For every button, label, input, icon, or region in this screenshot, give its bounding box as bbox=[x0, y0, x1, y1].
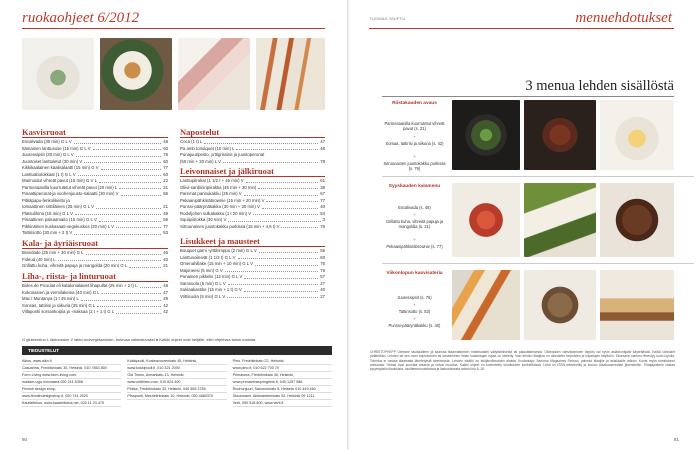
leader-dots bbox=[262, 204, 318, 209]
leader-dots bbox=[253, 211, 318, 216]
recipe-row bbox=[180, 294, 325, 301]
contact-line: Form Living www.form-living.com, bbox=[22, 372, 121, 379]
page-ref: 21 bbox=[163, 263, 168, 268]
leader-dots bbox=[76, 152, 162, 157]
leader-dots bbox=[74, 230, 161, 235]
recipe-name: Grillattu kuha, vihreitä papuja ja mangolda (20 min) G L bbox=[22, 263, 128, 268]
menu-3-item-2: Tattirisotto (s. 53) bbox=[398, 309, 431, 314]
recipe-name: Villaposki sorsankoipia ja -maksaa (2 t + 1 t) G L bbox=[22, 309, 115, 314]
leader-dots bbox=[75, 211, 161, 216]
menu-1-item-3: Sitruunainen juustokakku purkissa (s. 76) bbox=[383, 161, 446, 172]
recipe-name: Pa amb tomàquet (10 min) L bbox=[180, 145, 235, 151]
photo-fish-fillets bbox=[178, 38, 250, 110]
plus-icon: + bbox=[413, 237, 416, 242]
section-title-leivonnaiset: Leivonnaiset ja jälkiruoat bbox=[180, 166, 274, 176]
menu-1-item-2: Sorsaa, tattirisi ja siikuria (s. 42) bbox=[385, 141, 444, 146]
photo-scale-salad bbox=[22, 38, 94, 110]
contact-column bbox=[233, 358, 332, 407]
recipe-row bbox=[22, 309, 168, 316]
contact-line: Kokkipuoli, Korkeavuorenkatu 45, Helsinki, bbox=[127, 358, 226, 365]
recipe-name: Pikkinäinen kuskasaati-vegekuskus (20 min) L V bbox=[22, 223, 115, 229]
menu-3-item-1: Juuressipsit (s. 76) bbox=[397, 295, 432, 300]
leader-dots bbox=[227, 294, 318, 299]
leader-dots bbox=[116, 224, 161, 229]
contact-line: madam.uyju.innovaara 020 241 5358 bbox=[22, 379, 121, 386]
section-rule bbox=[180, 176, 325, 177]
photo-mushroom-risotto bbox=[524, 270, 596, 340]
contact-line: www.primaveraspringtime.fi, 040 1257 586 bbox=[233, 379, 332, 386]
page-ref: 40 bbox=[163, 256, 168, 262]
contact-columns bbox=[22, 358, 332, 407]
recipe-name: Platsulihina (15 min) G L V bbox=[22, 210, 73, 216]
photo-grilled-pikeperch bbox=[524, 183, 596, 257]
leader-dots bbox=[101, 165, 162, 170]
section-rule bbox=[22, 248, 168, 249]
leader-dots bbox=[119, 185, 161, 190]
magazine-section-title-right: menuehdotukset bbox=[575, 10, 672, 26]
title-rule bbox=[382, 96, 674, 97]
leader-dots bbox=[236, 146, 318, 151]
photo-green-beans bbox=[452, 100, 520, 170]
leader-dots bbox=[99, 178, 161, 183]
contact-column bbox=[127, 358, 226, 407]
contact-line: Finnish design shop, bbox=[22, 386, 121, 393]
page-ref: 57 bbox=[320, 274, 325, 279]
leader-dots bbox=[97, 303, 161, 308]
leader-dots bbox=[281, 224, 318, 229]
page-ref: 77 bbox=[320, 197, 325, 203]
section-title-liha: Liha-, riista- ja linturuoat bbox=[22, 271, 116, 281]
menu-1-item-1: Parmesaanilla kuorrutetut vihreät pavut (s. 21) bbox=[384, 121, 445, 132]
photo-brownie bbox=[600, 183, 674, 257]
contact-line: www.pino.fi, 010 622 700 70 bbox=[233, 365, 332, 372]
menu-3-item-3: Punssi-päärynäkakku (s. 40) bbox=[388, 323, 441, 328]
recipe-name: (50 min + 20 min) L V bbox=[180, 158, 222, 164]
photo-escalivada bbox=[452, 183, 520, 257]
leader-dots bbox=[225, 268, 318, 273]
recipe-name: Pinaattinen palsaamaito (15 min) G L V bbox=[22, 217, 97, 222]
page-ref: 21 bbox=[163, 204, 168, 209]
recipe-name: Bouquet garni -yrttikimppu (2 min) G L V bbox=[180, 248, 257, 253]
menu-2-item-1: Escalivada (s. 48) bbox=[398, 205, 431, 210]
recipe-name: Suklaakastike (15 min + 1 t) G V bbox=[180, 287, 242, 292]
page-ref: 76 bbox=[320, 223, 325, 229]
contact-line: Alkos, www.alko.fi bbox=[22, 358, 121, 365]
leader-dots bbox=[140, 283, 162, 288]
leader-dots bbox=[121, 191, 162, 196]
recipe-name: Marinoidut vihreät pavut (15 min) G V L bbox=[22, 178, 97, 183]
recipe-name: Mac i Muntanya (1 t 45 min) L bbox=[22, 296, 79, 301]
recipe-list-kala bbox=[22, 250, 168, 270]
imprint-text: CHRISTOPHEPP Olemme taulakalleen ja saamaa tilaamattomien materiaalien säilyttämisestä tai palauttamisesta. Oikeuksien vahvistaminen tarjoitu vai hyvin asiantuntijalle käytettävää. Kaikki oikeudet pidätetään. Lehden tai sen osan kopioiminen tai lainaaminen ilman kustantajan lupaa on kielletty. Vain lehden tilaajina on oikeutettu tarjousten ja kilpailujen käyttöön. Seuraava numero ilmestyy kuun lopulla. Toimitus ei vastaa tilaamatta lähetetyistä aineistoista. Lehden sisältö on tekijänoikeuslain alaista. Kustantaja: Sanoma Magazines Finland, palvelut tilaajille ja asiakkaille arkisin. Kuvat myös toimituksen arkistosta. Hinnat ovat suuntaa antavia ja voivat muuttua. Kaikki ohjeet on koekeitetty toimituksen koekeittiössä. Lehti on ISSN-rekisteröity ja kuuluu Aikakausmedian jäsenlehtiin. Tilaajapalvelu vastaa kysymyksiin tilauksista, osoitteenmuutoksista ja laskutuksesta arkisin klo 8–18. bbox=[370, 350, 675, 372]
page-ref: 77 bbox=[163, 165, 168, 170]
menu-title-2: Syyskauden kalamenu bbox=[388, 184, 441, 189]
page-ref: 77 bbox=[163, 223, 168, 229]
page-ref: 76 bbox=[320, 267, 325, 273]
photo-duck-dish bbox=[524, 100, 596, 170]
contact-line: Primavera, Fredrikinkatu 40, Helsinki, bbox=[233, 372, 332, 379]
page-ref: 61 bbox=[320, 178, 325, 183]
leader-dots bbox=[246, 178, 319, 183]
recipe-row bbox=[22, 230, 168, 237]
leader-dots bbox=[228, 217, 320, 222]
menu-2-item-2: Grillattu kuha, vihreitä papuja ja mangoldia (s. 21) bbox=[385, 219, 444, 230]
recipe-name: Oliivi-sardiiniripiirakka (45 min + 30 min) bbox=[180, 184, 257, 190]
page-ref: 60 bbox=[163, 145, 168, 151]
page-ref: 78 bbox=[320, 158, 325, 164]
leader-dots bbox=[258, 185, 318, 190]
recipe-name: Rodoljohen sulkakakku (1 t 20 min) V bbox=[180, 210, 252, 216]
recipe-name: Sitruunainen juustokakku purkissa (15 min + 4,5 t) V bbox=[180, 223, 280, 229]
recipe-row bbox=[22, 263, 168, 270]
photo-plates bbox=[100, 38, 172, 110]
left-page bbox=[0, 0, 347, 450]
section-title-napostelut: Napostelut bbox=[180, 127, 220, 137]
page-ref: 54 bbox=[320, 210, 325, 216]
leader-dots bbox=[86, 250, 162, 255]
recipe-name: Brandade (25 min + 30 min) G L bbox=[22, 250, 84, 255]
plus-icon: + bbox=[413, 212, 416, 217]
menu-2-item-3: Pekaanipähkinäbrownie (s. 77) bbox=[386, 244, 443, 249]
recipe-name: Punssi-päärynäkakku (30 min + 30 min) V bbox=[180, 204, 260, 209]
photo-cheesecake-jars bbox=[600, 100, 674, 170]
page-ref: 60 bbox=[163, 171, 168, 177]
recipe-name: Omenahillake (15 min + 10 min) G L V bbox=[180, 261, 254, 266]
recipe-name: Parmesaanilla kuorrutetut vihreät pavut (20 min) L bbox=[22, 184, 118, 190]
page-ref: 38 bbox=[320, 184, 325, 190]
page-ref: 56 bbox=[320, 248, 325, 253]
spread-title: 3 menua lehden sisällöstä bbox=[525, 78, 674, 94]
leader-dots bbox=[58, 257, 162, 262]
contact-line: Pihapuoti, Mechelininkatu 10, Helsinki, 050 4680370 bbox=[127, 393, 226, 400]
photo-root-chips bbox=[452, 270, 520, 340]
leader-dots bbox=[102, 290, 162, 295]
page-ref: 47 bbox=[163, 289, 168, 295]
plus-icon: + bbox=[413, 154, 416, 159]
recipe-name: Vrittisuola (5 min) G L V bbox=[180, 293, 226, 299]
contact-column bbox=[22, 358, 121, 407]
leader-dots bbox=[78, 172, 162, 177]
recipe-name: Juustoiset lanttuletut (30 min) V bbox=[22, 158, 83, 164]
page-ref: 49 bbox=[163, 210, 168, 216]
recipe-name: Majoneesi (5 min) G V bbox=[180, 267, 223, 273]
leader-dots bbox=[99, 217, 161, 222]
leader-dots bbox=[259, 248, 318, 253]
page-ref: 42 bbox=[163, 302, 168, 308]
leader-dots bbox=[204, 139, 318, 144]
leader-dots bbox=[129, 263, 161, 268]
photo-breadsticks bbox=[256, 38, 325, 110]
author-kicker: TUOMAS SNIFTU bbox=[369, 16, 406, 21]
leader-dots bbox=[84, 159, 161, 164]
recipe-name: Paremat pannukakku (25 min) V bbox=[180, 191, 242, 196]
magazine-section-title: ruokaohjeet 6/2012 bbox=[22, 10, 140, 26]
section-title-kasvisruoat: Kasvisruoat bbox=[22, 127, 66, 137]
page-ref: 76 bbox=[320, 261, 325, 266]
page-ref: 56 bbox=[163, 217, 168, 222]
contact-line: Casuarina, Fredrikinkatu 30, Helsinki, 010 7863 800 bbox=[22, 365, 121, 372]
leader-dots bbox=[266, 198, 318, 203]
leader-dots bbox=[244, 287, 318, 292]
leader-dots bbox=[244, 274, 318, 279]
recipe-name: Escalivada (30 min) G L V bbox=[22, 139, 72, 144]
page-ref: 40 bbox=[320, 287, 325, 292]
section-rule bbox=[22, 137, 168, 138]
recipe-list-liha bbox=[22, 283, 168, 316]
leader-dots bbox=[238, 255, 319, 260]
recipe-name: Boles de Picoulat eli katalonialaiset lihapullat (25 min + 2 t) L bbox=[22, 283, 138, 288]
page-ref: 57 bbox=[320, 191, 325, 196]
page-ref: 76 bbox=[163, 152, 168, 157]
recipe-name: Samsuola (5 min) G L V bbox=[180, 280, 226, 286]
page-ref: 48 bbox=[163, 139, 168, 144]
recipe-row bbox=[180, 159, 325, 166]
page-ref: 60 bbox=[320, 254, 325, 260]
photo-pear-cake bbox=[600, 270, 674, 340]
plus-icon: + bbox=[413, 302, 416, 307]
section-title-kala: Kala- ja äyriäisruoat bbox=[22, 238, 99, 248]
recipe-name: Itämainen lanttusose (15 min) G L V bbox=[22, 145, 91, 151]
leader-dots bbox=[74, 139, 161, 144]
contact-line: Ruohonjuuri, Salomonkatu 5, Helsinki 010 449 460 bbox=[233, 386, 332, 393]
contact-heading: TIEDUSTELUT bbox=[22, 346, 332, 355]
page-ref: 49 bbox=[163, 296, 168, 301]
contact-line: Kauttelinkos, www.kaadellkaus.net, 020 11 23 470 bbox=[22, 400, 121, 407]
recipe-name: Squiipiiriokka (30 min) V bbox=[180, 217, 227, 222]
recipe-list-kasvisruoat bbox=[22, 139, 168, 237]
recipe-name: Punainen pikkelis (12 min) G L V bbox=[180, 274, 243, 279]
section-rule bbox=[180, 137, 325, 138]
page-ref: 42 bbox=[163, 309, 168, 314]
recipe-name: Tattirisotto (30 min + 2 t) V bbox=[22, 230, 73, 235]
page-ref: 48 bbox=[163, 283, 168, 288]
contact-line: Pirkka, Fredrikinkatu 33, Helsinki, 040 555 3785 bbox=[127, 386, 226, 393]
recipe-list-napostelut bbox=[180, 139, 325, 165]
header-rule bbox=[369, 28, 674, 29]
recipe-name: Lanttuabolokkaat (1 t) G L V bbox=[22, 171, 76, 177]
recipe-name: tomaattinen srittiläinen (25 min) G L V bbox=[22, 204, 94, 209]
recipe-list-leivonnaiset bbox=[180, 178, 325, 230]
contact-line: www.finnishdesignshop.fi, 020 741 2520 bbox=[22, 393, 121, 400]
recipe-name: Pekaanipähkinäbrownie (15 min + 20 min) V bbox=[180, 197, 265, 203]
recipe-name: Punajuuripesto, yrttigrissinit ja juustoperunat bbox=[180, 152, 265, 157]
recipe-name: Lanttupiirakat (1 1/2 t + 45 min) V bbox=[180, 178, 244, 183]
page-ref: 21 bbox=[163, 184, 168, 190]
contact-line: Stockmann, Aleksanterinkatu 52, Helsinki 09 1211 bbox=[233, 393, 332, 400]
leader-dots bbox=[116, 309, 161, 314]
recipe-name: Kikkikaalainen kaalisalaatti (15 min) G V bbox=[22, 165, 99, 170]
menu-separator bbox=[382, 263, 694, 264]
section-rule bbox=[180, 246, 325, 247]
leader-dots bbox=[223, 159, 318, 164]
leader-dots bbox=[96, 204, 161, 209]
leader-dots bbox=[255, 261, 318, 266]
recipe-name: Pitkäpapu-fenkolikeitto ja bbox=[22, 197, 70, 203]
page-ref: 27 bbox=[320, 280, 325, 286]
leader-dots bbox=[244, 191, 319, 196]
recipe-name: Lanttuvoileivät (1 1/2 t) G L V bbox=[180, 254, 236, 260]
page-ref: 40 bbox=[320, 204, 325, 209]
leader-dots bbox=[93, 146, 162, 151]
page-number-right: 81 bbox=[674, 437, 680, 442]
page-ref: 55 bbox=[163, 191, 168, 196]
recipe-name: Juuressipsit (30 min) G L V bbox=[22, 152, 74, 157]
menu-separator bbox=[382, 176, 694, 177]
page-number-left: 80 bbox=[22, 437, 28, 442]
menu-title-1: Riistakauden avaus bbox=[392, 101, 437, 106]
page-ref: 22 bbox=[163, 178, 168, 183]
recipe-row bbox=[180, 224, 325, 231]
recipe-name: Sonsas, tattirisi ja siikuria (25 min) G L bbox=[22, 302, 96, 308]
plus-icon: + bbox=[413, 134, 416, 139]
contact-line: Verti, 050 518 800, www.verti.fi bbox=[233, 400, 332, 407]
header-rule bbox=[22, 28, 325, 29]
page-ref: 47 bbox=[320, 139, 325, 144]
recipe-name: Pinaattiperunat-ja vuohenjuusto-salaatti (30 min) V bbox=[22, 191, 119, 196]
recipe-name: Coca (1 t) L bbox=[180, 139, 203, 144]
contact-line: www.oldtimes.com, 010 624 400 bbox=[127, 379, 226, 386]
contact-line: Pino, Fredrikinkatu 22, Helsinki, bbox=[233, 358, 332, 365]
recipe-name: Fideuá (40 min) L bbox=[22, 256, 56, 262]
diet-legend: G gluteeniton L laktoositon V lakto-ovovegetaarinen, buluvaa valmistuvaksi ● Kaikki ohjeet ovat neljälle, ellei ohjeessa toisin mainita. bbox=[22, 337, 257, 342]
page-ref: 53 bbox=[163, 230, 168, 235]
page-ref: 48 bbox=[320, 145, 325, 151]
menu-title-3: Viikonlopun kasvisateria bbox=[386, 271, 443, 276]
recipe-name: Kokonainen ja vermilakeina (40 min) G L bbox=[22, 289, 100, 295]
page-ref: 60 bbox=[163, 158, 168, 164]
section-rule bbox=[22, 281, 168, 282]
page-ref: 27 bbox=[320, 293, 325, 299]
page-ref: 46 bbox=[163, 250, 168, 255]
contact-line: www.kokkipuoli.fi, 010 321 2000 bbox=[127, 365, 226, 372]
leader-dots bbox=[81, 296, 161, 301]
page-ref: 3 bbox=[322, 217, 325, 222]
plus-icon: + bbox=[413, 316, 416, 321]
section-title-lisukkeet: Lisukkeet ja mausteet bbox=[180, 236, 260, 246]
leader-dots bbox=[228, 281, 319, 286]
recipe-list-lisukkeet bbox=[180, 248, 325, 300]
contact-line: Old Times, Annankatu 13, Helsinki, bbox=[127, 372, 226, 379]
